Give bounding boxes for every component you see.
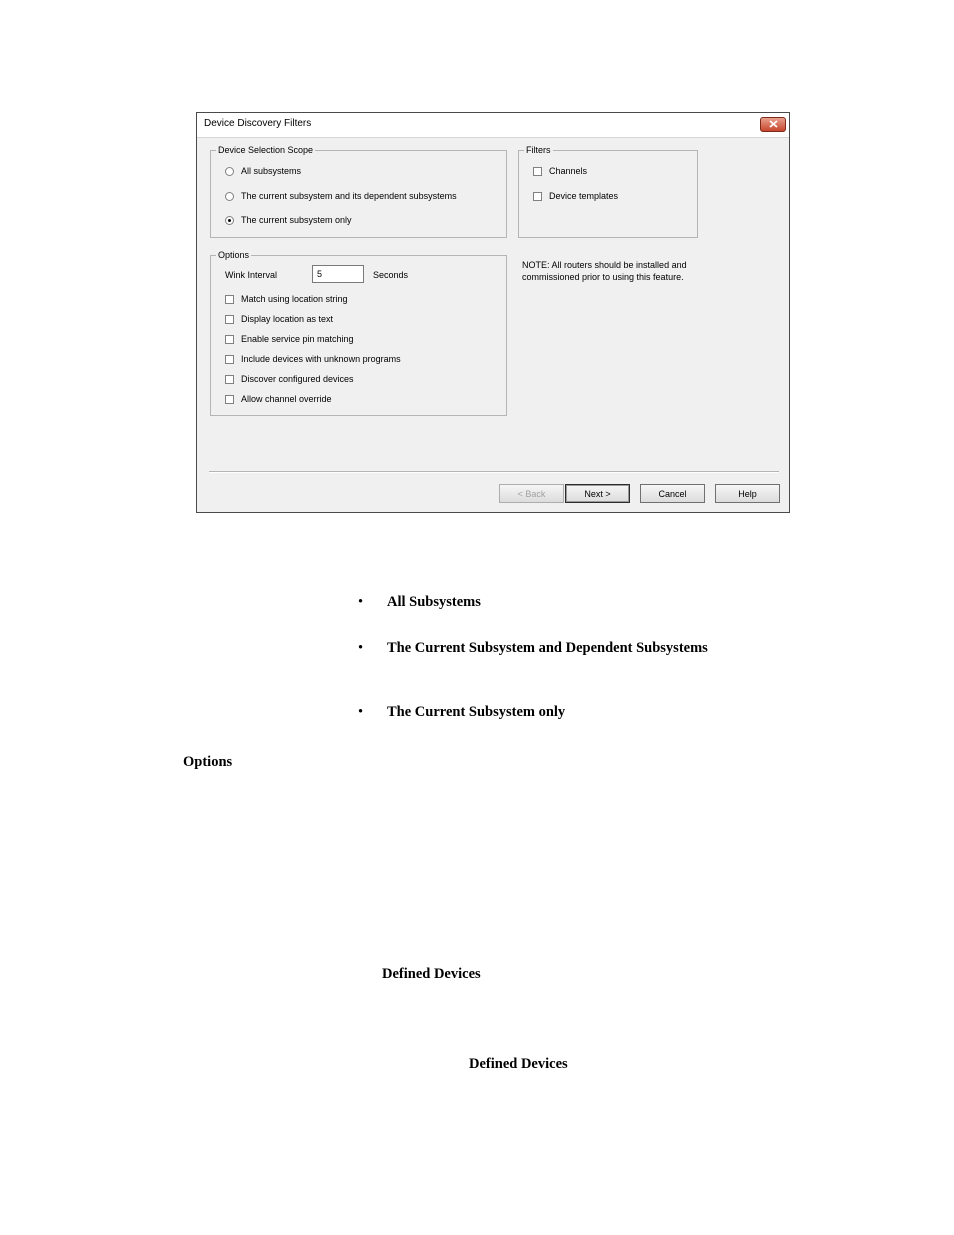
checkbox-display-location[interactable] (225, 313, 333, 325)
radio-label: The current subsystem only (241, 215, 352, 225)
wink-interval-unit: Seconds (373, 270, 409, 280)
checkbox[interactable] (225, 335, 234, 344)
bullet-text: The Current Subsystem and Dependent Subsystems (387, 640, 708, 656)
checkbox[interactable] (225, 295, 234, 304)
checkbox-label: Allow channel override (241, 394, 332, 404)
title-bar[interactable] (197, 113, 789, 138)
checkbox-channels[interactable] (533, 165, 587, 177)
next-button[interactable]: Next > (565, 484, 630, 503)
radio-label: The current subsystem and its dependent subsystems (241, 191, 457, 201)
defined-devices-label-2: Defined Devices (469, 1056, 568, 1072)
bullet-glyph: • (358, 640, 364, 656)
filters-group (518, 145, 698, 238)
radio-button-selected[interactable] (225, 216, 234, 225)
checkbox-label: Device templates (549, 191, 619, 201)
checkbox-label: Include devices with unknown programs (241, 354, 401, 364)
bullet-current-and-dependent (358, 640, 708, 657)
checkbox-device-templates[interactable] (533, 190, 618, 202)
checkbox[interactable] (533, 167, 542, 176)
bullet-glyph: • (358, 594, 364, 610)
back-button[interactable]: < Back (499, 484, 564, 503)
checkbox-label: Display location as text (241, 314, 334, 324)
dialog-title: Device Discovery Filters (204, 118, 312, 129)
checkbox-channel-override[interactable] (225, 393, 332, 405)
checkbox-service-pin[interactable] (225, 333, 354, 345)
cancel-button[interactable]: Cancel (640, 484, 705, 503)
close-button[interactable] (760, 117, 786, 132)
radio-button[interactable] (225, 192, 234, 201)
defined-devices-label-1: Defined Devices (382, 966, 481, 982)
radio-current-and-dependent[interactable] (225, 190, 457, 202)
checkbox[interactable] (225, 315, 234, 324)
bullet-current-only (358, 704, 565, 721)
filters-legend: Filters (526, 145, 551, 155)
help-button[interactable]: Help (715, 484, 780, 503)
checkbox-label: Channels (549, 166, 588, 176)
checkbox-unknown-programs[interactable] (225, 353, 401, 365)
bullet-all-subsystems (358, 594, 481, 611)
checkbox-label: Discover configured devices (241, 374, 354, 384)
radio-label: All subsystems (241, 166, 302, 176)
radio-button[interactable] (225, 167, 234, 176)
checkbox-match-location[interactable] (225, 293, 348, 305)
wink-interval-input[interactable] (312, 265, 364, 283)
wink-interval-label: Wink Interval (225, 270, 278, 280)
scope-legend: Device Selection Scope (218, 145, 314, 155)
bullet-glyph: • (358, 704, 364, 720)
device-selection-scope-group (210, 145, 507, 238)
options-group (210, 250, 507, 416)
checkbox[interactable] (225, 355, 234, 364)
options-legend: Options (218, 250, 250, 260)
checkbox-discover-configured[interactable] (225, 373, 354, 385)
bullet-text: All Subsystems (387, 594, 481, 610)
button-separator (209, 471, 779, 473)
routers-note: NOTE: All routers should be installed and commissioned prior to using this feature. (522, 260, 687, 282)
checkbox[interactable] (225, 375, 234, 384)
close-icon (769, 120, 778, 128)
device-discovery-filters-dialog (196, 112, 790, 513)
radio-current-only[interactable] (225, 214, 352, 226)
options-heading: Options (183, 754, 233, 770)
bullet-text: The Current Subsystem only (387, 704, 566, 720)
checkbox-label: Match using location string (241, 294, 348, 304)
checkbox-label: Enable service pin matching (241, 334, 354, 344)
checkbox[interactable] (533, 192, 542, 201)
checkbox[interactable] (225, 395, 234, 404)
radio-all-subsystems[interactable] (225, 165, 301, 177)
